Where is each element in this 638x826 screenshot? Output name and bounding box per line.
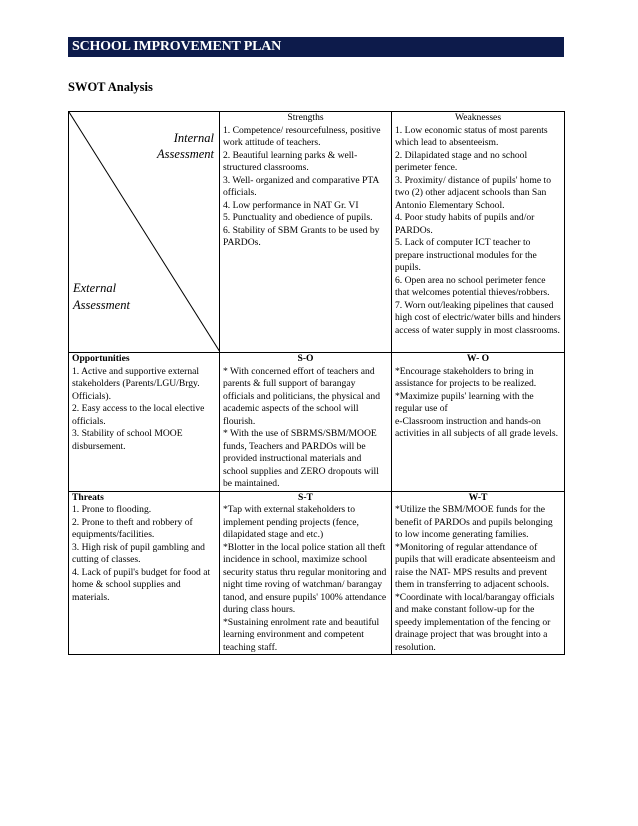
page-title: SCHOOL IMPROVEMENT PLAN: [68, 37, 564, 57]
strength-item: 3. Well- organized and comparative PTA officials.: [223, 174, 379, 198]
strength-item: 4. Low performance in NAT Gr. VI: [223, 199, 359, 211]
wt-heading: W-T: [468, 491, 488, 503]
threat-item: 3. High risk of pupil gambling and cutting of classes.: [72, 541, 205, 565]
so-item: * With the use of SBRMS/SBM/MOOE funds, Teachers and PARDOs will be provided instructional materials and school supplies and ZERO dropouts will be maintained.: [223, 428, 379, 489]
opportunity-item: 1. Active and supportive external stakeholders (Parents/LGU/Brgy. Officials).: [72, 365, 200, 402]
opportunity-item: 3. Stability of school MOOE disbursement.: [72, 428, 183, 452]
wo-item: *Encourage stakeholders to bring in assistance for projects to be realized.: [395, 365, 537, 389]
weakness-item: 6. Open area no school perimeter fence that welcomes potential thieves/robbers.: [395, 274, 550, 298]
wt-strategies-cell: [392, 491, 565, 655]
wo-heading: W- O: [466, 353, 490, 364]
so-heading: S-O: [297, 353, 314, 364]
weakness-item: 3. Proximity/ distance of pupils' home to two (2) other adjacent schools than San Antonio Elementary School.: [395, 174, 552, 211]
opportunities-row: [69, 353, 565, 492]
weakness-item: 4. Poor study habits of pupils and/or PARDOs.: [395, 212, 535, 236]
st-item: *Sustaining enrolment rate and beautiful learning environment and competent teaching staff.: [223, 616, 380, 653]
strengths-heading: Strengths: [287, 112, 324, 123]
weakness-item: 5. Lack of computer ICT teacher to prepare instructional modules for the pupils.: [395, 237, 537, 273]
strength-item: 1. Competence/ resourcefulness, positive work attitude of teachers.: [223, 124, 381, 148]
threat-item: 1. Prone to flooding.: [72, 504, 152, 515]
external-label-line2: Assessment: [73, 298, 130, 312]
threats-cell: [69, 491, 220, 655]
weaknesses-heading: Weaknesses: [454, 112, 502, 123]
strengths-cell: [220, 112, 392, 353]
opportunity-item: 2. Easy access to the local elective officials.: [72, 403, 205, 427]
external-label-line1: External: [73, 281, 117, 295]
assessment-corner-cell: [69, 112, 220, 353]
st-item: *Blotter in the local police station all theft incidence in school, maximize school security status thru regular monitoring and night time roving of watchman/ barangay tanod, and ensure pupils' 100% attendance during class hours.: [223, 541, 387, 615]
external-assessment-label: [73, 280, 130, 314]
wo-strategies-cell: [392, 353, 565, 492]
weaknesses-cell: [392, 112, 565, 353]
opportunities-cell: [69, 353, 220, 492]
threat-item: 4. Lack of pupil's budget for food at home & school supplies and materials.: [72, 566, 211, 603]
threats-heading: Threats: [72, 491, 104, 503]
internal-label-line2: Assessment: [157, 147, 214, 161]
threat-item: 2. Prone to theft and robbery of equipments/facilities.: [72, 516, 193, 540]
wt-item: *Monitoring of regular attendance of pupils that will eradicate absenteeism and raise the NAT- MPS results and prevent them in transferring to adjacent schools.: [395, 541, 556, 590]
swot-table: [68, 111, 565, 655]
threats-row: [69, 491, 565, 655]
opportunities-heading: Opportunities: [72, 353, 130, 364]
internal-assessment-label: [157, 130, 214, 162]
so-item: * With concerned effort of teachers and parents & full support of barangay officials and politicians, the physical and academic aspects of the school will flourish.: [223, 365, 381, 427]
swot-header-row: [69, 112, 565, 353]
strength-item: 6. Stability of SBM Grants to be used by PARDOs.: [223, 224, 380, 248]
so-strategies-cell: [220, 353, 392, 492]
wo-item: *Maximize pupils' learning with the regular use of: [395, 390, 534, 414]
wo-item: e-Classroom instruction and hands-on activities in all subjects of all grade levels.: [395, 415, 559, 439]
strength-item: 5. Punctuality and obedience of pupils.: [223, 212, 373, 223]
strength-item: 2. Beautiful learning parks & well-structured classrooms.: [223, 149, 358, 173]
weakness-item: 7. Worn out/leaking pipelines that caused high cost of electric/water bills and hinders access of water supply in most classrooms.: [395, 299, 561, 336]
weakness-item: 1. Low economic status of most parents which lead to absenteeism.: [395, 124, 548, 148]
st-heading: S-T: [298, 491, 313, 503]
section-subtitle: SWOT Analysis: [68, 80, 153, 94]
wt-item: *Utilize the SBM/MOOE funds for the benefit of PARDOs and pupils belonging to low income generating families.: [395, 504, 553, 540]
internal-label-line1: Internal: [173, 131, 214, 145]
st-item: *Tap with external stakeholders to implement pending projects (fence, dilapidated stage and etc.): [223, 504, 359, 540]
wt-item: *Coordinate with local/barangay officials and make constant follow-up for the speedy implementation of the fencing or drainage project that was brought into a resolution.: [395, 591, 555, 653]
st-strategies-cell: [220, 491, 392, 655]
weakness-item: 2. Dilapidated stage and no school perimeter fence.: [395, 149, 528, 173]
